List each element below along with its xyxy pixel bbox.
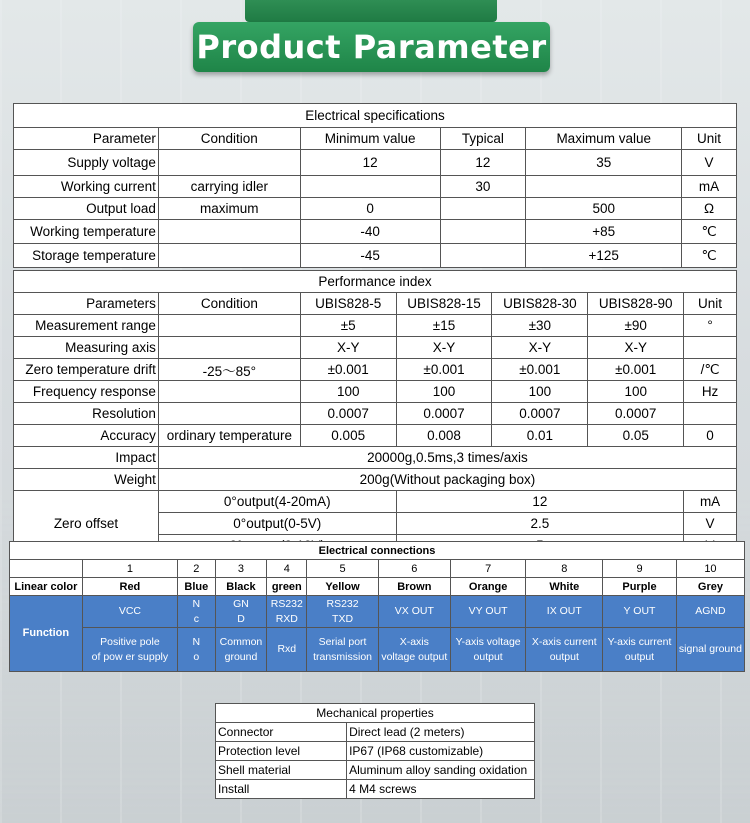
table-row [14,150,737,176]
table-row [14,491,737,513]
cell: IP67 (IP68 customizable) [347,742,535,761]
cell [676,596,744,628]
header-cell: Parameters [14,293,159,315]
cell: Linear color [10,578,83,596]
cell [158,220,300,244]
cell: X-Y [492,337,588,359]
cell [82,596,177,628]
cell [307,628,379,672]
cell: ±90 [588,315,684,337]
cell: 100 [492,381,588,403]
table-row [14,176,737,198]
cell-line: IX OUT [546,605,582,617]
cell [676,628,744,672]
cell [450,596,526,628]
cell: 100 [588,381,684,403]
cell: 10 [676,560,744,578]
cell: Working current [14,176,159,198]
cell: ℃ [682,220,737,244]
cell [684,337,737,359]
cell: Yellow [307,578,379,596]
cell [158,403,300,425]
electrical-caption: Electrical specifications [14,104,737,128]
cell: 12 [440,150,526,176]
cell [178,628,216,672]
header-cell: UBIS828-15 [396,293,492,315]
cell-line: transmission [313,650,372,663]
cell: Grey [676,578,744,596]
cell: Direct lead (2 meters) [347,723,535,742]
cell: Measurement range [14,315,159,337]
cell [450,628,526,672]
header-cell: Condition [158,128,300,150]
cell: Ω [682,198,737,220]
table-row [14,359,737,381]
header-cell: UBIS828-5 [300,293,396,315]
cell: 200g(Without packaging box) [158,469,736,491]
cell: Supply voltage [14,150,159,176]
table-row [14,447,737,469]
header-cell: Unit [682,128,737,150]
table-row [14,381,737,403]
cell: 0.0007 [588,403,684,425]
cell: -40 [300,220,440,244]
cell-line: Serial port [318,635,367,648]
cell: ℃ [682,244,737,268]
cell-line: Y-axis voltage [455,635,521,648]
cell: 2.5 [396,513,684,535]
cell: Shell material [216,761,347,780]
cell [526,628,603,672]
cell: V [684,513,737,535]
banner-tab [245,0,497,22]
connections-table [9,541,745,672]
cell [158,381,300,403]
table-row [14,403,737,425]
table-row [14,198,737,220]
cell: 2 [178,560,216,578]
cell: 0.05 [588,425,684,447]
cell: Impact [14,447,159,469]
table-row [14,425,737,447]
cell [267,596,307,628]
cell: 0.01 [492,425,588,447]
cell-line: voltage output [381,650,448,663]
cell-line: c [193,612,199,625]
cell-line: o [193,650,200,663]
table-row [216,761,535,780]
cell: 100 [300,381,396,403]
cell-line: GN [233,597,249,610]
page-title: Product Parameter [193,22,550,72]
cell-line: Y OUT [623,605,656,617]
cell: Storage temperature [14,244,159,268]
cell: Frequency response [14,381,159,403]
cell: ° [684,315,737,337]
cell-line: X-axis [399,635,429,648]
cell: Blue [178,578,216,596]
connections-caption: Electrical connections [10,542,745,560]
cell: Purple [603,578,677,596]
cell: Working temperature [14,220,159,244]
cell: 4 [267,560,307,578]
cell: +85 [526,220,682,244]
cell-line: RS232 [270,597,303,610]
table-row [216,780,535,799]
cell [440,220,526,244]
cell-line: AGND [695,605,726,617]
cell-line: output [549,650,579,663]
cell: -25～85° [158,359,300,381]
cell [378,628,450,672]
table-row [14,337,737,359]
cell: Install [216,780,347,799]
cell [158,337,300,359]
cell: X-Y [396,337,492,359]
cell [215,628,267,672]
cell: ±15 [396,315,492,337]
cell [526,596,603,628]
cell: Weight [14,469,159,491]
header-cell: UBIS828-90 [588,293,684,315]
cell: mA [682,176,737,198]
electrical-spec-table [13,103,737,268]
cell [178,596,216,628]
cell-line: of pow er supply [91,650,169,663]
cell: Connector [216,723,347,742]
cell: 35 [526,150,682,176]
cell: Output load [14,198,159,220]
table-row [14,220,737,244]
cell-line: signal ground [678,643,742,655]
cell: 6 [378,560,450,578]
cell-line: VX OUT [394,605,434,617]
cell: 30 [440,176,526,198]
cell: Accuracy [14,425,159,447]
cell: 0°output(4-20mA) [158,491,396,513]
cell-line: Positive pole [100,635,160,648]
cell: 500 [526,198,682,220]
performance-caption: Performance index [14,271,737,293]
cell: 8 [526,560,603,578]
cell: carrying idler [158,176,300,198]
cell: 0 [684,425,737,447]
cell: 0.0007 [492,403,588,425]
cell: 0 [300,198,440,220]
cell: 4 M4 screws [347,780,535,799]
cell-line: RXD [275,612,298,625]
header-cell: Parameter [14,128,159,150]
cell [215,596,267,628]
cell [158,150,300,176]
header-cell: Condition [158,293,300,315]
header-cell: Unit [684,293,737,315]
cell: -45 [300,244,440,268]
cell-line: N [192,635,201,648]
cell: ±0.001 [396,359,492,381]
cell-line: D [237,612,245,625]
cell: ±30 [492,315,588,337]
header-cell: UBIS828-30 [492,293,588,315]
cell [603,628,677,672]
cell: 0.008 [396,425,492,447]
cell-line: VCC [118,605,141,617]
cell [526,176,682,198]
table-row [14,469,737,491]
cell [82,628,177,672]
header-cell: Typical [440,128,526,150]
cell: Protection level [216,742,347,761]
cell: V [682,150,737,176]
mechanical-table [215,703,535,799]
cell [158,315,300,337]
cell: Measuring axis [14,337,159,359]
cell: Brown [378,578,450,596]
cell: White [526,578,603,596]
cell: /℃ [684,359,737,381]
cell [378,596,450,628]
cell: 0°output(0-5V) [158,513,396,535]
cell [603,596,677,628]
cell: green [267,578,307,596]
cell: 0.0007 [396,403,492,425]
cell: maximum [158,198,300,220]
cell [440,244,526,268]
cell: 12 [396,491,684,513]
cell: mA [684,491,737,513]
cell [307,596,379,628]
cell [440,198,526,220]
cell-line: RS232 [326,597,359,610]
cell: Aluminum alloy sanding oxidation [347,761,535,780]
cell: Function [10,596,83,672]
cell-line: output [624,650,655,663]
cell: Orange [450,578,526,596]
cell: X-Y [300,337,396,359]
cell: 20000g,0.5ms,3 times/axis [158,447,736,469]
cell: Zero offset [14,491,159,557]
cell-line: Rxd [277,643,297,655]
table-row [216,742,535,761]
cell: ±0.001 [588,359,684,381]
cell: ±0.001 [300,359,396,381]
cell-line: Common [219,635,263,648]
cell-line: Y-axis current [607,635,672,648]
header-cell: Maximum value [526,128,682,150]
table-row [14,315,737,337]
cell: 9 [603,560,677,578]
cell: 7 [450,560,526,578]
cell [267,628,307,672]
cell-line: ground [224,650,258,663]
cell: 100 [396,381,492,403]
table-row [216,723,535,742]
cell [10,560,83,578]
cell: 3 [215,560,267,578]
performance-table [13,270,737,557]
cell [684,403,737,425]
cell-line: X-axis current [531,635,597,648]
cell-line: output [473,650,503,663]
cell: Zero temperature drift [14,359,159,381]
cell: 1 [82,560,177,578]
header-cell: Minimum value [300,128,440,150]
cell: X-Y [588,337,684,359]
cell: +125 [526,244,682,268]
cell: 0.0007 [300,403,396,425]
cell: 5 [307,560,379,578]
cell-line: TXD [332,612,354,625]
cell: ordinary temperature [158,425,300,447]
cell: ±5 [300,315,396,337]
cell-line: N [192,597,201,610]
cell [158,244,300,268]
mechanical-caption: Mechanical properties [216,704,535,723]
cell: Red [82,578,177,596]
cell: 12 [300,150,440,176]
cell: Hz [684,381,737,403]
cell: Black [215,578,267,596]
cell: ±0.001 [492,359,588,381]
table-row [14,244,737,268]
cell: Resolution [14,403,159,425]
cell-line: VY OUT [468,605,508,617]
cell [300,176,440,198]
cell: 0.005 [300,425,396,447]
